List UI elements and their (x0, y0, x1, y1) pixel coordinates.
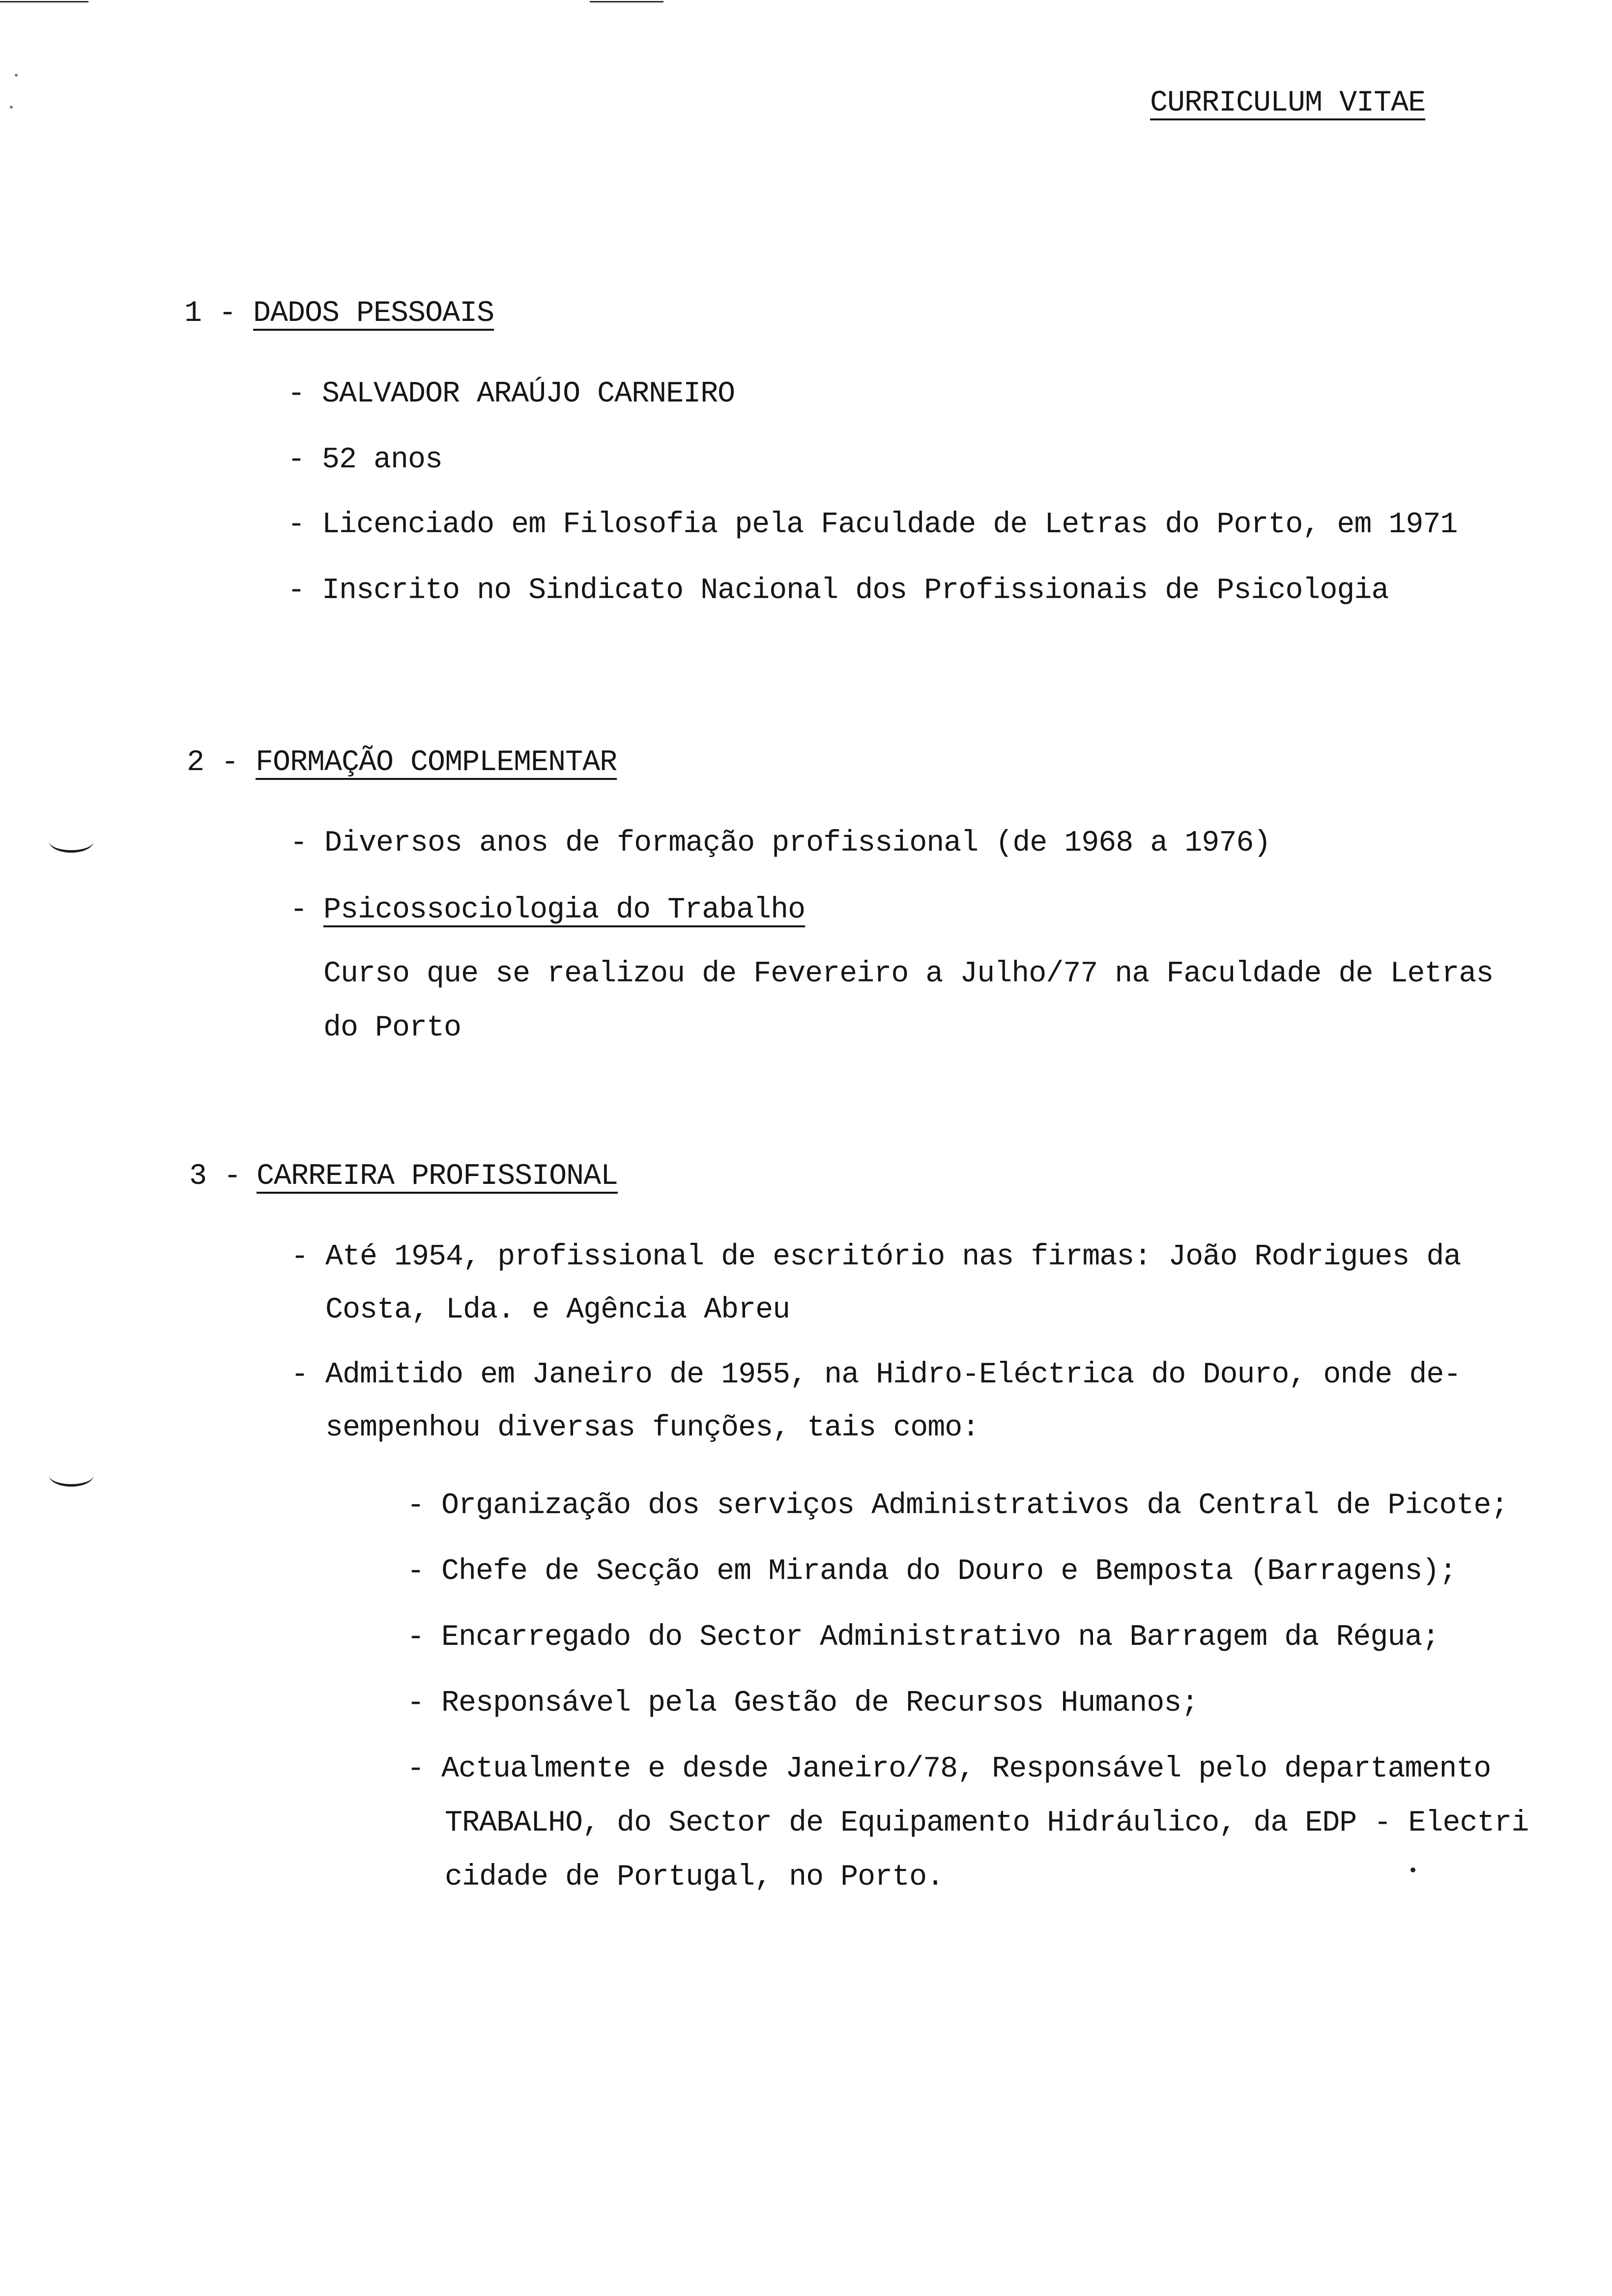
section-2-number: 2 - (187, 746, 239, 779)
function-item-continuation: cidade de Portugal, no Porto. (445, 1861, 944, 1894)
function-item: - Chefe de Secção em Miranda do Douro e Bemposta (Barragens); (407, 1555, 1457, 1588)
scan-speck (15, 74, 18, 77)
scan-speck (1410, 1867, 1415, 1872)
section-3-heading: CARREIRA PROFISSIONAL (257, 1160, 618, 1193)
section-1-number: 1 - (184, 297, 236, 330)
personal-age: - 52 anos (288, 443, 443, 477)
course-description: Curso que se realizou de Fevereiro a Julho/77 na Faculdade de Letras (323, 957, 1494, 991)
section-2-heading: FORMAÇÃO COMPLEMENTAR (256, 746, 617, 779)
function-item: - Actualmente e desde Janeiro/78, Responsável pelo departamento (407, 1752, 1491, 1786)
function-item-continuation: TRABALHO, do Sector de Equipamento Hidráulico, da EDP - Electri (445, 1807, 1529, 1840)
scan-edge-line (590, 1, 663, 2)
function-item: - Responsável pela Gestão de Recursos Humanos; (407, 1687, 1199, 1720)
career-item: - Admitido em Janeiro de 1955, na Hidro-Eléctrica do Douro, onde de- (291, 1358, 1461, 1392)
course-dash: - (290, 893, 308, 927)
binding-mark (49, 1464, 93, 1487)
binding-mark (49, 831, 93, 853)
scan-edge-line (0, 1, 88, 2)
training-years: - Diversos anos de formação profissional (de 1968 a 1976) (290, 827, 1271, 860)
career-item-continuation: sempenhou diversas funções, tais como: (325, 1411, 979, 1445)
personal-name: - SALVADOR ARAÚJO CARNEIRO (288, 377, 735, 411)
section-1-heading: DADOS PESSOAIS (253, 297, 494, 330)
function-item: - Organização dos serviços Administrativos da Central de Picote; (407, 1489, 1508, 1522)
career-item: - Até 1954, profissional de escritório nas firmas: João Rodrigues da (291, 1240, 1461, 1274)
personal-registration: - Inscrito no Sindicato Nacional dos Profissionais de Psicologia (288, 574, 1389, 607)
document-title: CURRICULUM VITAE (1150, 86, 1426, 120)
personal-degree: - Licenciado em Filosofia pela Faculdade de Letras do Porto, em 1971 (288, 508, 1458, 542)
function-item: - Encarregado do Sector Administrativo na Barragem da Régua; (407, 1621, 1439, 1654)
course-title: Psicossociologia do Trabalho (323, 893, 806, 927)
course-description: do Porto (323, 1011, 461, 1045)
scan-speck (10, 106, 13, 109)
section-3-number: 3 - (189, 1160, 241, 1193)
career-item-continuation: Costa, Lda. e Agência Abreu (325, 1293, 790, 1327)
